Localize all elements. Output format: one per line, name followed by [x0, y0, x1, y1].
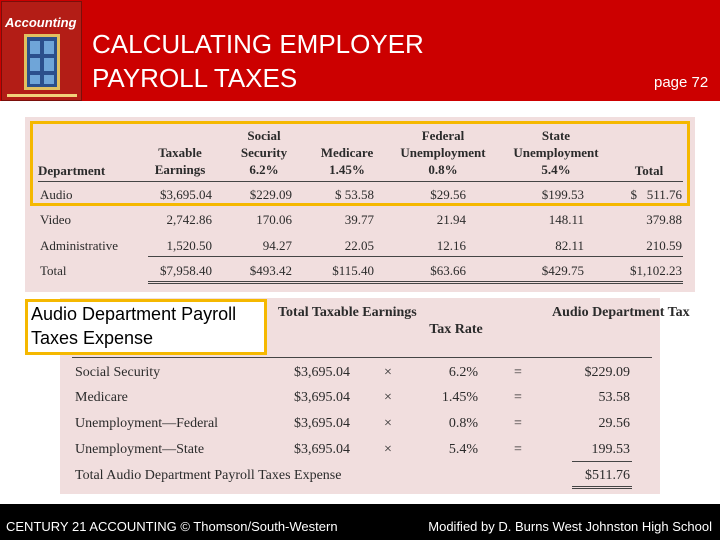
table-cell: $7,958.40 [160, 263, 212, 278]
table-cell: $3,695.04 [294, 390, 350, 405]
total-double-rule [148, 281, 683, 284]
table-cell: 1,520.50 [166, 238, 212, 253]
times-icon: × [384, 442, 392, 457]
col-header-tax-rate: Tax Rate [429, 322, 483, 337]
col-header-total-taxable-earnings: Total Taxable Earnings [278, 305, 417, 320]
table-cell: $29.56 [430, 187, 466, 202]
window-icon [24, 34, 60, 90]
table-row-total: Total [40, 263, 67, 278]
table-cell: 0.8% [448, 416, 478, 431]
table-cell: 199.53 [591, 442, 630, 457]
table-cell: $ 511.76 [630, 187, 682, 202]
col-header-federal-unemployment: Federal Unemployment 0.8% [400, 128, 486, 177]
equals-icon: = [514, 442, 522, 457]
list-item-social-security: Social Security [75, 365, 161, 380]
page-number: page 72 [654, 74, 709, 91]
list-item-unemployment-federal: Unemployment—Federal [75, 416, 219, 431]
table-cell: 170.06 [256, 212, 292, 227]
table-cell: $229.09 [584, 365, 630, 380]
table-cell: 39.77 [344, 212, 374, 227]
table-cell: $429.75 [541, 263, 584, 278]
header-divider [0, 101, 720, 104]
logo-stripe [7, 94, 77, 97]
table-cell: 21.94 [436, 212, 466, 227]
times-icon: × [384, 390, 392, 405]
table-cell: 29.56 [598, 416, 630, 431]
table-row-video-department: Video [40, 212, 71, 227]
subtotal-rule [148, 256, 683, 257]
table-cell: $3,695.04 [294, 365, 350, 380]
book-cover-logo [1, 1, 82, 101]
table-cell: $199.53 [541, 187, 584, 202]
col-header-state-unemployment: State Unemployment 5.4% [513, 128, 599, 177]
table-cell: $229.09 [249, 187, 292, 202]
header-rule [72, 357, 652, 358]
col-header-department: Department [38, 163, 106, 178]
table-cell: $3,695.04 [294, 416, 350, 431]
list-item-unemployment-state: Unemployment—State [75, 442, 205, 457]
table-row-audio-department: Audio [40, 187, 73, 202]
col-header-medicare: Medicare 1.45% [320, 145, 374, 177]
equals-icon: = [514, 390, 522, 405]
table-cell: $3,695.04 [294, 442, 350, 457]
table-row-administrative-department: Administrative [40, 238, 118, 253]
table-cell: $1,102.23 [630, 263, 682, 278]
times-icon: × [384, 416, 392, 431]
table-cell: $ 53.58 [335, 187, 374, 202]
col-header-audio-department-tax: Audio Department Tax [552, 305, 690, 320]
table-cell: 12.16 [436, 238, 466, 253]
equals-icon: = [514, 365, 522, 380]
equals-icon: = [514, 416, 522, 431]
footer-copyright: CENTURY 21 ACCOUNTING © Thomson/South-Western [6, 519, 338, 534]
table-cell: 148.11 [548, 212, 584, 227]
total-expense-value: $511.76 [585, 468, 630, 483]
total-double-rule [572, 486, 632, 489]
total-expense-label: Total Audio Department Payroll Taxes Expense [75, 468, 342, 483]
table-cell: $63.66 [430, 263, 466, 278]
table-cell: $115.40 [332, 263, 374, 278]
col-header-total: Total [634, 163, 664, 178]
table-cell: 94.27 [262, 238, 292, 253]
times-icon: × [384, 365, 392, 380]
table-cell: 22.05 [344, 238, 374, 253]
table-cell: 2,742.86 [166, 212, 212, 227]
table-cell: 82.11 [555, 238, 584, 253]
subtotal-rule [572, 461, 632, 462]
slide-title: CALCULATING EMPLOYER PAYROLL TAXES [92, 29, 424, 93]
table-cell: $3,695.04 [160, 187, 212, 202]
logo-text: Accounting [5, 15, 77, 30]
table-cell: $493.42 [249, 263, 292, 278]
table-cell: 210.59 [646, 238, 682, 253]
table-cell: 5.4% [448, 442, 478, 457]
table-cell: 53.58 [598, 390, 630, 405]
audio-department-label: Audio Department Payroll Taxes Expense [28, 302, 264, 352]
list-item-medicare: Medicare [75, 390, 128, 405]
table-cell: 1.45% [441, 390, 478, 405]
col-header-taxable-earnings: Taxable Earnings [154, 145, 206, 177]
footer-credit: Modified by D. Burns West Johnston High School [428, 519, 712, 534]
table-cell: 379.88 [646, 212, 682, 227]
col-header-social-security: Social Security 6.2% [240, 128, 288, 177]
header-rule [38, 181, 683, 182]
table-cell: 6.2% [448, 365, 478, 380]
